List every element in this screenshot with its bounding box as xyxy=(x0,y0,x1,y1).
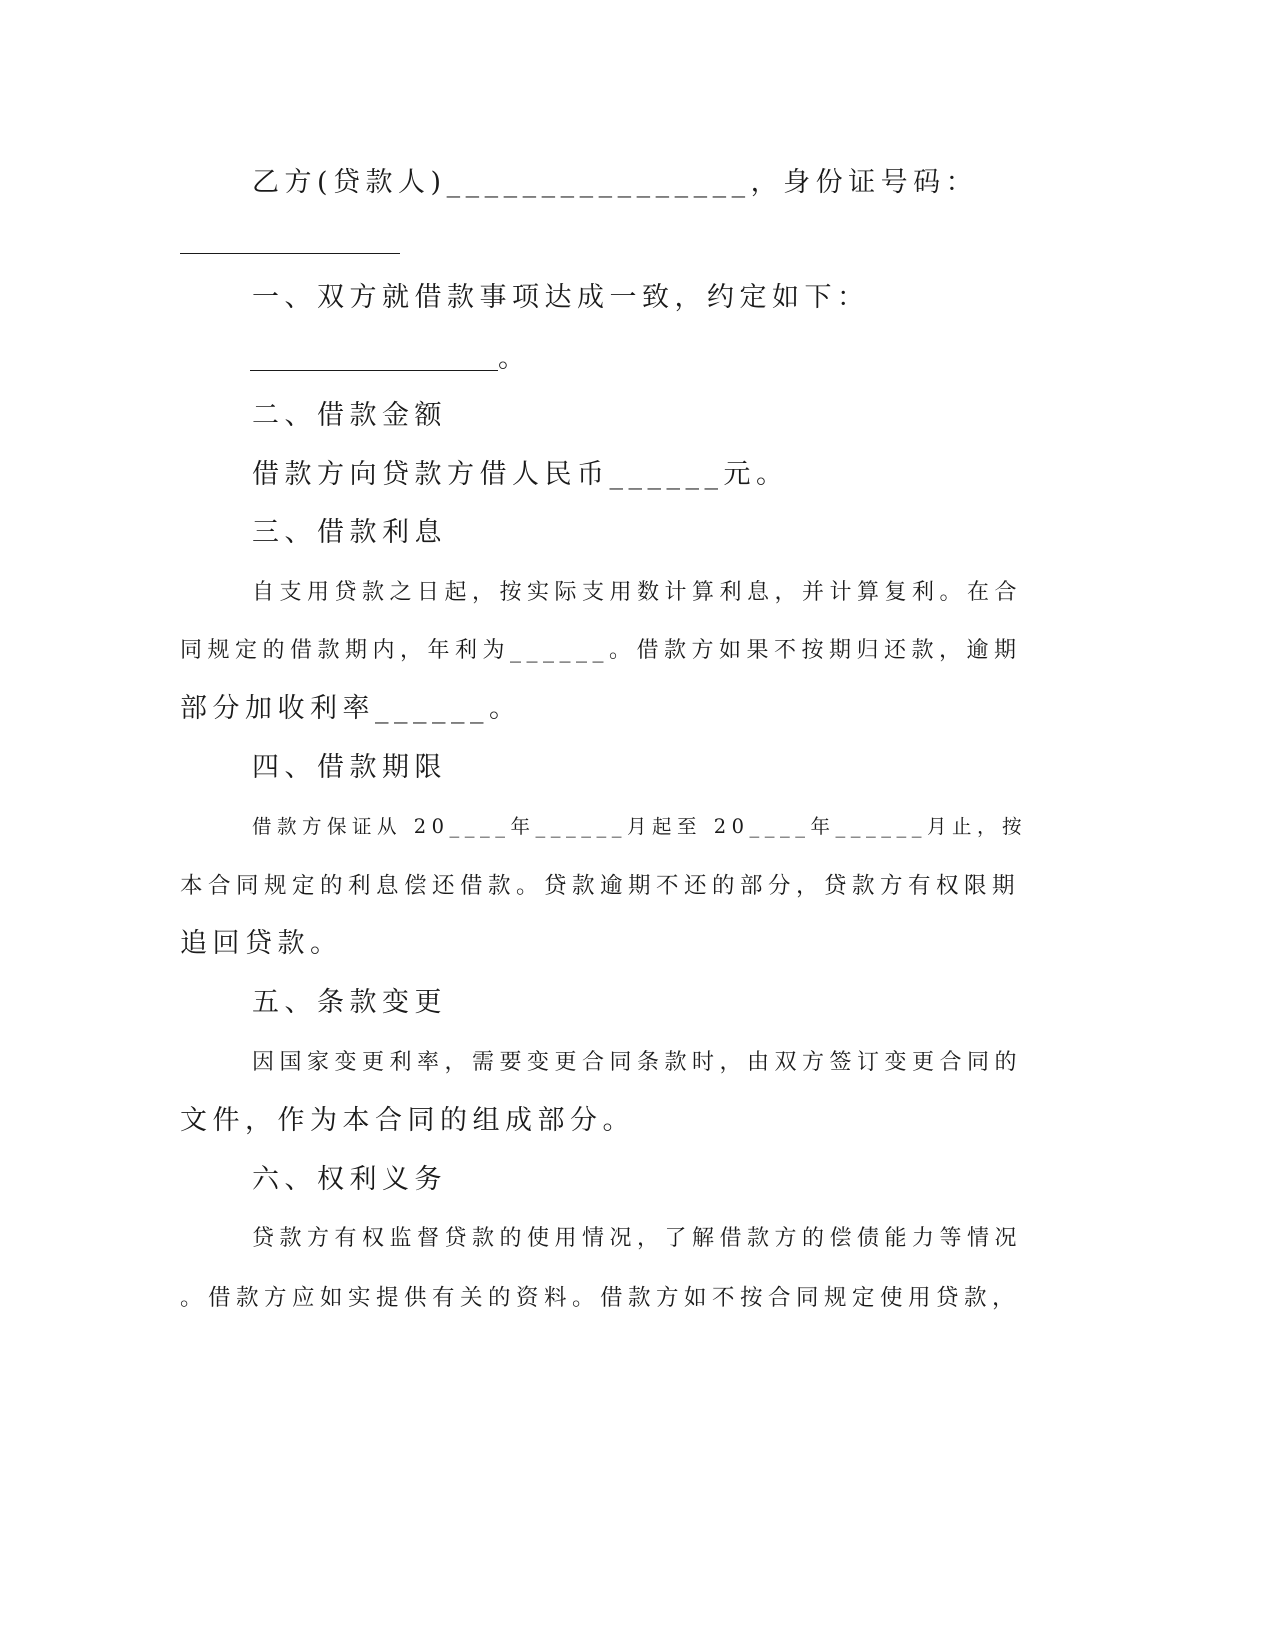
clause-4-body-line-2: 本合同规定的利息偿还借款。贷款逾期不还的部分，贷款方有权限期 xyxy=(180,873,1021,899)
clause-2-body: 借款方向贷款方借人民币______元。 xyxy=(252,459,789,490)
clause-3-heading: 三、借款利息 xyxy=(252,517,447,548)
clause-4-body-line-1: 借款方保证从 20____年______月起至 20____年______月止，按 xyxy=(252,815,1028,838)
party-b-id-blank xyxy=(180,253,400,254)
clause-1-blank-tail: 。 xyxy=(498,343,531,374)
clause-3-body-line-2: 同规定的借款期内，年利为______。借款方如果不按期归还款，逾期 xyxy=(180,638,1022,663)
clause-4-heading: 四、借款期限 xyxy=(252,752,447,783)
clause-3-body-line-1: 自支用贷款之日起，按实际支用数计算利息，并计算复利。在合 xyxy=(252,580,1023,605)
clause-4-body-line-3: 追回贷款。 xyxy=(180,928,343,959)
clause-1-heading: 一、双方就借款事项达成一致，约定如下： xyxy=(252,282,870,313)
clause-5-body-line-1: 因国家变更利率，需要变更合同条款时，由双方签订变更合同的 xyxy=(252,1050,1023,1075)
clause-6-body-line-1: 贷款方有权监督贷款的使用情况，了解借款方的偿债能力等情况 xyxy=(252,1226,1023,1251)
clause-3-body-line-3: 部分加收利率______。 xyxy=(180,693,522,724)
clause-1-blank xyxy=(250,370,498,371)
clause-2-heading: 二、借款金额 xyxy=(252,400,447,431)
clause-5-heading: 五、条款变更 xyxy=(252,987,447,1018)
clause-5-body-line-2: 文件，作为本合同的组成部分。 xyxy=(180,1105,635,1136)
clause-6-body-line-2: 。借款方应如实提供有关的资料。借款方如不按合同规定使用贷款， xyxy=(180,1285,1021,1311)
party-b-line: 乙方(贷款人)________________，身份证号码： xyxy=(252,167,979,198)
clause-6-heading: 六、权利义务 xyxy=(252,1164,447,1195)
